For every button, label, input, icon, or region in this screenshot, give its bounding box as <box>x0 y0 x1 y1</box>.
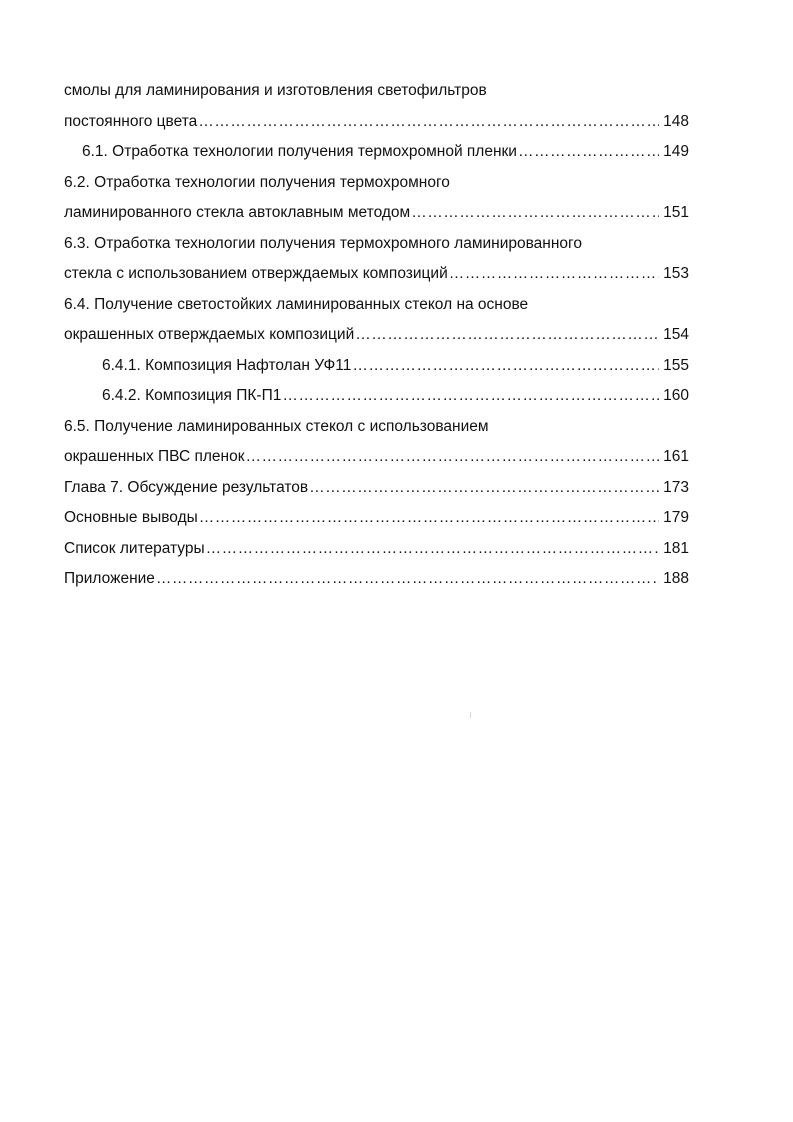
dot-leader <box>246 442 660 473</box>
toc-entry-last-line <box>64 564 689 595</box>
toc-entry-title: 6.4.2. Композиция ПК-П1 <box>102 387 282 404</box>
toc-entry-line <box>64 229 689 260</box>
toc-entry-last-line <box>64 259 689 290</box>
scan-speck <box>470 712 471 718</box>
toc-entry-last-line <box>64 381 689 412</box>
dot-leader <box>199 503 659 534</box>
toc-entry <box>64 564 689 595</box>
toc-entry-last-line <box>64 473 689 504</box>
table-of-contents <box>64 76 689 595</box>
toc-entry-line <box>64 290 689 321</box>
toc-entry-title: постоянного цвета <box>64 112 198 130</box>
toc-entry <box>64 473 689 504</box>
toc-entry <box>64 351 689 382</box>
dot-leader <box>411 198 659 229</box>
toc-page-number: 179 <box>663 509 689 526</box>
toc-entry-title: Глава 7. Обсуждение результатов <box>64 478 309 496</box>
toc-entry <box>64 168 689 229</box>
toc-entry-title: стекла с использованием отверждаемых композиций <box>64 265 448 282</box>
toc-entry-last-line <box>64 534 689 565</box>
toc-entry-title: Приложение <box>64 570 155 587</box>
toc-entry-last-line <box>64 503 689 534</box>
toc-entry-title: 6.3. Отработка технологии получения термохромного ламинированного <box>64 234 582 252</box>
toc-entry <box>64 412 689 473</box>
dot-leader <box>352 351 659 382</box>
toc-entry-title: окрашенных отверждаемых композиций <box>64 326 355 343</box>
toc-page-number: 181 <box>663 539 689 557</box>
toc-entry-last-line <box>64 351 689 382</box>
toc-entry-title: смолы для ламинирования и изготовления светофильтров <box>64 82 487 99</box>
dot-leader <box>518 137 659 168</box>
toc-entry <box>64 290 689 351</box>
toc-entry <box>64 534 689 565</box>
dot-leader <box>355 320 659 351</box>
toc-page-number: 154 <box>663 326 689 343</box>
toc-entry-line <box>64 412 689 443</box>
toc-entry-line <box>64 168 689 199</box>
dot-leader <box>198 107 659 138</box>
toc-entry-title: 6.5. Получение ламинированных стекол с использованием <box>64 417 489 435</box>
dot-leader <box>206 534 659 565</box>
toc-page-number: 151 <box>663 204 689 221</box>
toc-entry-title: окрашенных ПВС пленок <box>64 448 245 465</box>
dot-leader <box>449 259 659 290</box>
toc-page-number: 148 <box>663 112 689 130</box>
toc-page-number: 161 <box>663 448 689 465</box>
toc-entry <box>64 229 689 290</box>
toc-entry-line <box>64 76 689 107</box>
toc-entry-title: ламинированного стекла автоклавным методом <box>64 204 411 221</box>
toc-entry-last-line <box>64 320 689 351</box>
toc-entry-title: Список литературы <box>64 539 205 557</box>
toc-entry-title: Основные выводы <box>64 509 198 526</box>
toc-entry-title: 6.4.1. Композиция Нафтолан УФ11 <box>102 356 352 374</box>
toc-entry-last-line <box>64 107 689 138</box>
toc-entry-title: 6.2. Отработка технологии получения термохромного <box>64 173 450 191</box>
toc-entry-last-line <box>64 198 689 229</box>
toc-page-number: 153 <box>663 265 689 282</box>
toc-page-number: 160 <box>663 387 689 404</box>
toc-entry-last-line <box>64 137 689 168</box>
toc-entry <box>64 503 689 534</box>
toc-entry-last-line <box>64 442 689 473</box>
toc-page-number: 155 <box>663 356 689 374</box>
toc-page-number: 188 <box>663 570 689 587</box>
toc-entry-title: 6.1. Отработка технологии получения термохромной пленки <box>82 143 517 160</box>
dot-leader <box>309 473 659 504</box>
toc-page-number: 149 <box>663 143 689 160</box>
toc-entry <box>64 381 689 412</box>
dot-leader <box>282 381 659 412</box>
toc-entry <box>64 76 689 137</box>
toc-page-number: 173 <box>663 478 689 496</box>
toc-entry <box>64 137 689 168</box>
dot-leader <box>156 564 659 595</box>
toc-entry-title: 6.4. Получение светостойких ламинированных стекол на основе <box>64 295 529 313</box>
